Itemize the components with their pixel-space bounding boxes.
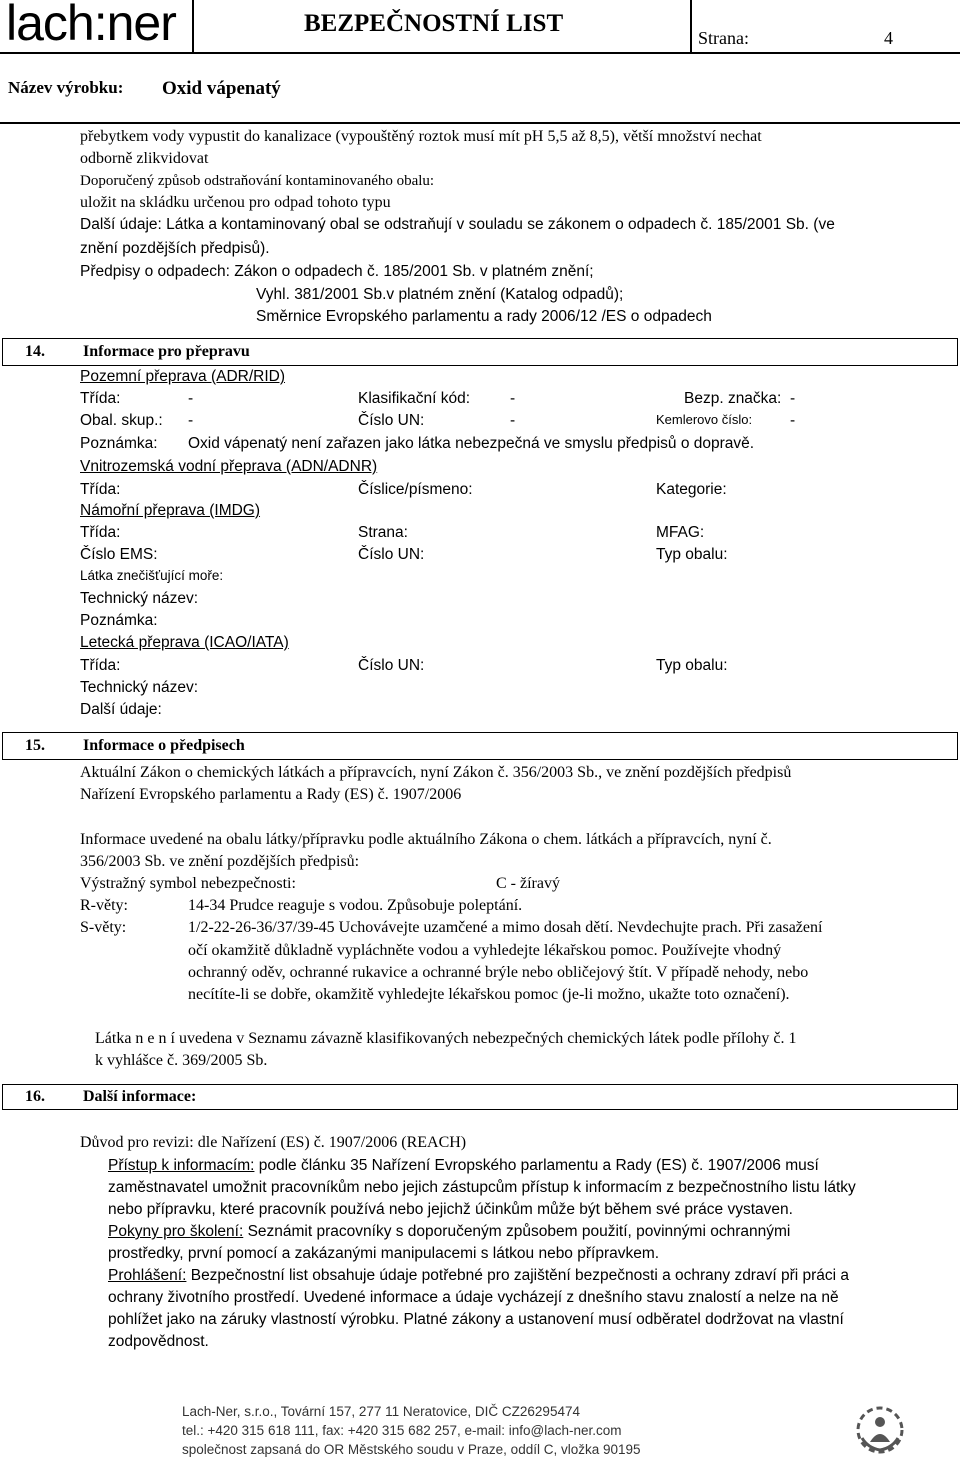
s-text-line: ochranný oděv, ochranné rukavice a ochranné brýle nebo obličejový štít. V případě nehody, nebo bbox=[188, 964, 809, 981]
access-info-lead: Přístup k informacím: bbox=[108, 1157, 255, 1174]
logo-text: lach:ner bbox=[6, 0, 176, 51]
icao-heading: Letecká přeprava (ICAO/IATA) bbox=[80, 634, 289, 651]
adr-klas-kod-value: - bbox=[510, 390, 516, 407]
s-text-line: necítíte-li se dobře, okamžitě vyhledejte lékařskou pomoc (je-li možno, ukažte toto označení). bbox=[188, 986, 790, 1003]
revision-reason: Důvod pro revizi: dle Nařízení (ES) č. 1907/2006 (REACH) bbox=[80, 1134, 467, 1151]
declaration-lead: Prohlášení: bbox=[108, 1267, 187, 1284]
icao-trida-label: Třída: bbox=[80, 657, 121, 674]
text-line: Nařízení Evropského parlamentu a Rady (ES) č. 1907/2006 bbox=[80, 786, 462, 803]
header-divider-right bbox=[690, 0, 692, 52]
imdg-cislo-ems-label: Číslo EMS: bbox=[80, 546, 158, 563]
r-text: 14-34 Prudce reaguje s vodou. Způsobuje poleptání. bbox=[188, 897, 523, 914]
imdg-typ-obalu-label: Typ obalu: bbox=[656, 546, 728, 563]
imdg-tech-nazev-label: Technický název: bbox=[80, 590, 199, 607]
section-number: 14. bbox=[25, 343, 45, 360]
symbol-label: Výstražný symbol nebezpečnosti: bbox=[80, 875, 296, 892]
text-line: k vyhlášce č. 369/2005 Sb. bbox=[95, 1052, 268, 1069]
access-info-text: podle článku 35 Nařízení Evropského parlamentu a Rady (ES) č. 1907/2006 musí bbox=[254, 1157, 819, 1174]
r-label: R-věty: bbox=[80, 897, 128, 914]
text-line bbox=[108, 1223, 790, 1241]
product-label: Název výrobku: bbox=[8, 78, 124, 97]
header-divider bbox=[192, 0, 194, 52]
page-label: Strana: bbox=[698, 28, 749, 48]
section-number: 16. bbox=[25, 1088, 45, 1105]
adn-heading: Vnitrozemská vodní přeprava (ADN/ADNR) bbox=[80, 458, 378, 475]
text-line: Aktuální Zákon o chemických látkách a přípravcích, nyní Zákon č. 356/2003 Sb., ve znění pozdějších předpisů bbox=[80, 764, 792, 781]
s-text-line: očí okamžitě důkladně vypláchněte vodou a vyhledejte lékařskou pomoc. Používejte vhodný bbox=[188, 942, 782, 959]
section-16-heading bbox=[2, 1084, 958, 1110]
adr-cislo-un-value: - bbox=[510, 412, 516, 429]
section-15-heading bbox=[2, 732, 958, 760]
imdg-strana-label: Strana: bbox=[358, 524, 408, 541]
adr-klas-kod-label: Klasifikační kód: bbox=[358, 390, 470, 407]
icao-tech-nazev-label: Technický název: bbox=[80, 679, 199, 696]
training-lead: Pokyny pro školení: bbox=[108, 1223, 244, 1240]
text-line: Směrnice Evropského parlamentu a rady 2006/12 /ES o odpadech bbox=[256, 308, 712, 325]
declaration-text: Bezpečnostní list obsahuje údaje potřebné pro zajištění bezpečnosti a ochrany zdraví při práci a bbox=[186, 1267, 850, 1284]
adr-obal-value: - bbox=[188, 412, 194, 429]
footer-registry: společnost zapsaná do OR Městského soudu v Praze, oddíl C, vložka 90195 bbox=[182, 1442, 641, 1457]
page-number: 4 bbox=[884, 28, 893, 48]
text-line bbox=[108, 1267, 849, 1285]
text-line: Látka n e n í uvedena v Seznamu závazně klasifikovaných nebezpečných chemických látek podle přílohy č. 1 bbox=[95, 1030, 797, 1047]
adr-trida-label: Třída: bbox=[80, 390, 121, 407]
section-14-heading bbox=[2, 338, 958, 366]
text-line: Informace uvedené na obalu látky/přípravku podle aktuálního Zákona o chem. látkách a přípravcích, nyní č. bbox=[80, 831, 772, 848]
text-line: nebo přípravku, které pracovník používá nebo jejichž účinkům může být během své práce vystaven. bbox=[108, 1201, 793, 1218]
text-line: Doporučený způsob odstraňování kontaminovaného obalu: bbox=[80, 173, 435, 189]
icao-typ-obalu-label: Typ obalu: bbox=[656, 657, 728, 674]
text-line: znění pozdějších předpisů). bbox=[80, 240, 270, 257]
s-label: S-věty: bbox=[80, 919, 127, 936]
imdg-cislo-un-label: Číslo UN: bbox=[358, 546, 425, 563]
adr-bezp-znacka-label: Bezp. značka: bbox=[684, 390, 782, 407]
training-text: Seznámit pracovníky s doporučeným způsobem použití, povinnými ochrannými bbox=[243, 1223, 791, 1240]
adr-kemlerovo-value: - bbox=[790, 412, 796, 429]
text-line: Další údaje: Látka a kontaminovaný obal se odstraňují v souladu se zákonem o odpadech č. 185/2001 Sb. (ve bbox=[80, 216, 835, 233]
text-line: přebytkem vody vypustit do kanalizace (vypouštěný roztok musí mít pH 5,5 až 8,5), větší množství nechat bbox=[80, 128, 762, 145]
doc-title: BEZPEČNOSTNÍ LIST bbox=[304, 10, 564, 37]
icao-cislo-un-label: Číslo UN: bbox=[358, 657, 425, 674]
product-name: Oxid vápenatý bbox=[162, 78, 281, 99]
imdg-poznamka-label: Poznámka: bbox=[80, 612, 158, 629]
section-title: Další informace: bbox=[83, 1088, 197, 1105]
s-text-line: 1/2-22-26-36/37/39-45 Uchovávejte uzamčené a mimo dosah dětí. Nevdechujte prach. Při zasažení bbox=[188, 919, 823, 936]
adn-kategorie-label: Kategorie: bbox=[656, 481, 727, 498]
imdg-mfag-label: MFAG: bbox=[656, 524, 705, 541]
care-logo-icon bbox=[852, 1404, 908, 1456]
text-line: uložit na skládku určenou pro odpad tohoto typu bbox=[80, 194, 391, 211]
text-line: ochrany životního prostředí. Uvedené informace a údaje vycházejí z dnešního stavu znalostí a nelze na ně bbox=[108, 1289, 839, 1306]
header-rule bbox=[0, 52, 960, 54]
text-line: zodpovědnost. bbox=[108, 1333, 209, 1350]
footer-contact: tel.: +420 315 618 111, fax: +420 315 682 257, e-mail: info@lach-ner.com bbox=[182, 1423, 622, 1438]
icao-dalsi-udaje-label: Další údaje: bbox=[80, 701, 162, 718]
imdg-latka-more-label: Látka znečišťující moře: bbox=[80, 568, 224, 583]
imdg-trida-label: Třída: bbox=[80, 524, 121, 541]
symbol-value: C - žíravý bbox=[496, 875, 560, 892]
adn-trida-label: Třída: bbox=[80, 481, 121, 498]
adr-cislo-un-label: Číslo UN: bbox=[358, 412, 425, 429]
product-rule bbox=[0, 122, 960, 124]
text-line: zaměstnavatel umožnit pracovníkům nebo jejich zástupcům přístup k informacím z bezpečnostního listu látky bbox=[108, 1179, 856, 1196]
text-line: odborně zlikvidovat bbox=[80, 150, 209, 167]
adn-cislice-label: Číslice/písmeno: bbox=[358, 481, 473, 498]
text-line: Předpisy o odpadech: Zákon o odpadech č. 185/2001 Sb. v platném znění; bbox=[80, 263, 594, 280]
text-line: 356/2003 Sb. ve znění pozdějších předpisů: bbox=[80, 853, 360, 870]
adr-poznamka-label: Poznámka: bbox=[80, 435, 158, 452]
text-line bbox=[108, 1157, 819, 1175]
section-title: Informace pro přepravu bbox=[83, 343, 250, 360]
imdg-heading: Námořní přeprava (IMDG) bbox=[80, 502, 261, 519]
adr-bezp-znacka-value: - bbox=[790, 390, 796, 407]
adr-trida-value: - bbox=[188, 390, 194, 407]
text-line: Vyhl. 381/2001 Sb.v platném znění (Katalog odpadů); bbox=[256, 286, 624, 303]
text-line: prostředky, první pomocí a zakázanými manipulacemi s látkou nebo přípravkem. bbox=[108, 1245, 660, 1262]
adr-heading: Pozemní přeprava (ADR/RID) bbox=[80, 368, 286, 385]
adr-poznamka-text: Oxid vápenatý není zařazen jako látka nebezpečná ve smyslu předpisů o dopravě. bbox=[188, 435, 755, 452]
text-line: pohlížet jako na záruky vlastností výrobku. Platné zákony a ustanovení musí odběratel dodržovat na vlastní bbox=[108, 1311, 844, 1328]
adr-obal-label: Obal. skup.: bbox=[80, 412, 163, 429]
adr-kemlerovo-label: Kemlerovo číslo: bbox=[656, 412, 753, 427]
footer-address: Lach-Ner, s.r.o., Tovární 157, 277 11 Neratovice, DIČ CZ26295474 bbox=[182, 1404, 580, 1419]
section-number: 15. bbox=[25, 737, 45, 754]
section-title: Informace o předpisech bbox=[83, 737, 245, 754]
